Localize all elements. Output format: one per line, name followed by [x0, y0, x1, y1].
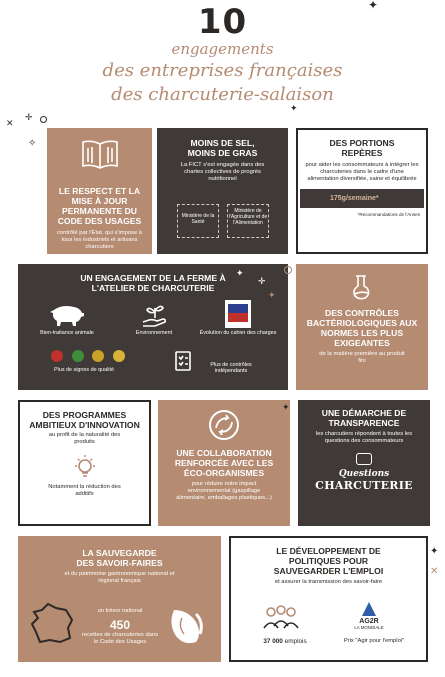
ministere-sante-label: Ministère de la Santé — [181, 213, 215, 225]
sparkle-icon: ✦ — [268, 290, 276, 300]
card10-text: et assurer la transmission des savoir-faire — [274, 579, 383, 585]
lightbulb-icon — [70, 452, 100, 482]
card5-text: de la matière première au produit fini — [319, 351, 405, 364]
sparkle-icon: ✦ — [282, 402, 290, 412]
cahier-charges-logo — [225, 300, 251, 328]
sparkle-icon: ✕ — [430, 566, 439, 577]
card-eco-organismes — [158, 400, 290, 526]
ag2r-logo — [349, 602, 389, 630]
ag2r-mark — [362, 602, 376, 616]
ministere-agriculture-label: Ministère de l'Agriculture et de l'Alimentation — [228, 208, 268, 226]
card1-title: LE RESPECT ET LA MISE À JOUR PERMANENTE DU CODE DES USAGES — [57, 186, 142, 226]
stg-icon — [113, 350, 125, 362]
checklist-icon — [174, 350, 192, 372]
ham-icon — [166, 604, 206, 648]
header-line2: des entreprises françaises — [102, 60, 343, 81]
label-rouge-icon — [51, 350, 63, 362]
lab-flask-icon — [347, 272, 377, 302]
people-group-icon — [261, 604, 301, 632]
circle-icon — [284, 266, 292, 274]
france-map-icon — [28, 602, 76, 646]
card3-text: pour aider les consommateurs à intégrer les charcuteries dans le cadre d'une alimentation diversifiée, saine et équilibrée — [305, 162, 419, 182]
card7-text: pour réduire notre impact environnemental (gaspillage alimentaire, emballages plastiques...) — [176, 481, 272, 501]
header-line3: des charcuterie-salaison — [111, 84, 334, 105]
card6-note: Notamment la réduction des additifs — [48, 484, 121, 497]
card9-treasure: un trésor national — [97, 608, 143, 614]
portion-value: 175g/semaine* — [330, 195, 379, 202]
sparkle-icon: ✛ — [258, 276, 266, 286]
sparkle-icon: ✛ — [25, 112, 33, 122]
card-emploi — [229, 536, 428, 662]
card-innovation — [18, 400, 151, 526]
portion-bar — [300, 189, 424, 208]
sparkle-icon: ✦ — [290, 103, 298, 113]
card6-text: au profit de la naturalité des produits — [48, 432, 121, 445]
card10-title: LE DÉVELOPPEMENT DE POLITIQUES POUR SAUVEGARDER L'EMPLOI — [273, 546, 384, 576]
card9-count-text: recettes de charcuteries dans le Code des Usages — [81, 632, 159, 645]
card8-text: les charcutiers répondent à toutes les questions des consommateurs — [315, 431, 413, 444]
card3-footnote: *Recommandations de l'Anses — [357, 212, 420, 217]
card9-title: LA SAUVEGARDE DES SAVOIR-FAIRES — [76, 548, 163, 568]
card4-title: UN ENGAGEMENT DE LA FERME À L'ATELIER DE CHARCUTERIE — [80, 273, 226, 293]
card10-prize: Prix "Agir pour l'emploi" — [343, 638, 405, 644]
header-line1: engagements — [171, 40, 274, 58]
header-number: 10 — [197, 2, 248, 42]
ministere-agriculture-box — [227, 204, 269, 238]
card-savoir-faire — [18, 536, 221, 662]
book-icon — [80, 138, 120, 172]
ab-bio-icon — [72, 350, 84, 362]
card1-text: contrôlé par l'État, qui s'impose à tous les industriels et artisans charcutiers — [56, 230, 143, 250]
igp-icon — [92, 350, 104, 362]
sparkle-icon: ✦ — [368, 0, 379, 12]
item-controles: Plus de contrôles indépendants — [210, 362, 252, 375]
jobs-count: 37 000 — [263, 638, 283, 645]
card9-count: 450 — [109, 618, 131, 632]
questions-logo-top: Questions — [338, 469, 390, 479]
card8-title: UNE DÉMARCHE DE TRANSPARENCE — [321, 408, 407, 428]
card7-title: UNE COLLABORATION RENFORCÉE AVEC LES ÉCO-ORGANISMES — [174, 448, 274, 478]
ag2r-brand: AG2R — [359, 618, 379, 625]
sparkle-icon: ✕ — [6, 118, 14, 128]
jobs-label: emplois — [284, 638, 307, 645]
item-bien-traitance: Bien-traitance animale — [40, 330, 94, 336]
card-transparence — [298, 400, 430, 526]
item-environnement: Environnement — [135, 330, 173, 336]
card-sel-gras — [157, 128, 288, 254]
pig-icon — [48, 304, 86, 326]
card5-title: DES CONTRÔLES BACTÉRIOLOGIQUES AUX NORMES LES PLUS EXIGEANTES — [306, 308, 418, 348]
questions-logo-bottom: CHARCUTERIE — [315, 479, 413, 492]
ag2r-sub: LA MONDIALE — [354, 625, 384, 630]
quality-badges — [48, 349, 128, 363]
jobs-stat — [245, 638, 325, 645]
sparkle-icon: ✧ — [28, 138, 37, 149]
circle-icon — [40, 116, 47, 123]
ministere-sante-box — [177, 204, 219, 238]
sparkle-icon: ✦ — [430, 546, 439, 557]
card3-title: DES PORTIONS REPÈRES — [329, 138, 395, 158]
card-ferme-atelier — [18, 264, 288, 390]
sparkle-icon: ✦ — [236, 268, 244, 278]
card-controles-bacterio — [296, 264, 428, 390]
card-code-des-usages — [47, 128, 152, 254]
recycle-icon — [206, 408, 242, 442]
card2-title: MOINS DE SEL, MOINS DE GRAS — [187, 138, 258, 158]
card6-title: DES PROGRAMMES AMBITIEUX D'INNOVATION — [29, 410, 140, 430]
speech-bubble-icon — [356, 453, 372, 465]
plant-hand-icon — [141, 302, 169, 328]
item-cahier-charges: Évolution du cahier des charges — [199, 330, 277, 336]
card2-text: La FICT s'est engagée dans des chartes collectives de progrès nutritionnel — [180, 162, 265, 182]
card9-text: et du patrimoine gastronomique national et régional français — [64, 571, 175, 584]
item-signes-qualite: Plus de signes de qualité — [54, 367, 114, 373]
card-portions — [296, 128, 428, 254]
